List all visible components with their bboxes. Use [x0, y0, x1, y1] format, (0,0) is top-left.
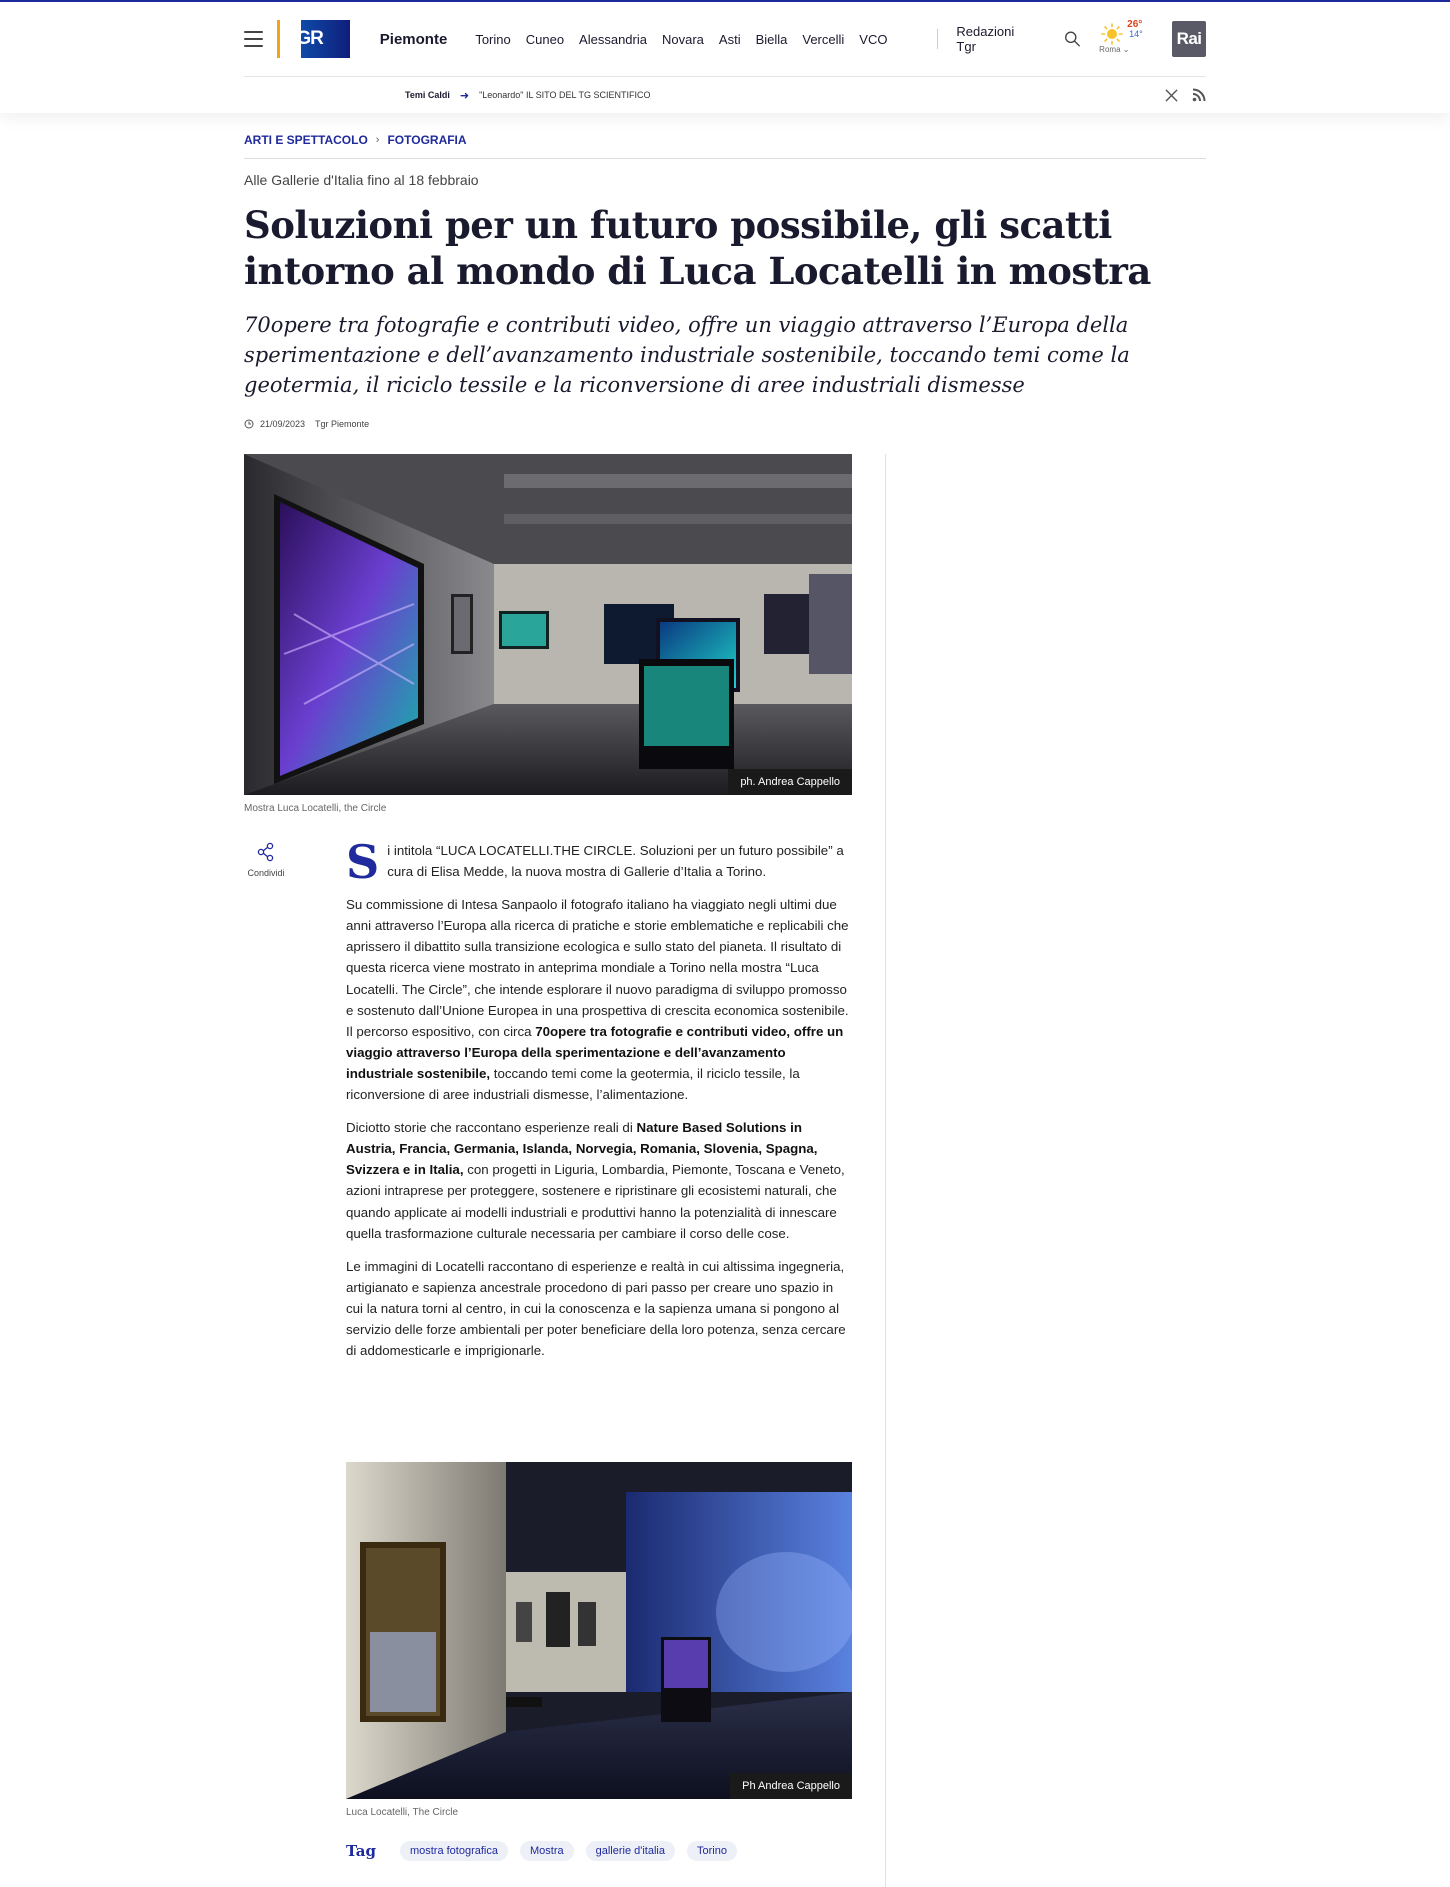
drop-cap: S	[346, 835, 380, 889]
site-header	[0, 2, 1450, 113]
article-kicker: Alle Gallerie d'Italia fino al 18 febbraio	[244, 172, 479, 188]
article-image-secondary[interactable]	[346, 1462, 852, 1799]
breadcrumb-subsection[interactable]: FOTOGRAFIA	[387, 133, 467, 147]
paragraph-3: Diciotto storie che raccontano esperienze reali di Nature Based Solutions in Austria, Francia, Germania, Islanda, Norvegia, Romania, Slovenia, Spagna, Svizzera e in Italia, con progetti in Liguria, Lombardia, Piemonte, Toscana e Veneto, azioni intraprese per proteggere, sostenere e ripristinare gli ecosistemi naturali, che quando applicate ai modelli industriali e produttivi hanno la potenzialità di innescare quella trasformazione culturale necessaria per cambiare il corso delle cose.	[346, 1120, 845, 1241]
sun-icon	[1101, 23, 1123, 45]
rss-icon[interactable]	[1192, 88, 1206, 102]
weather-widget[interactable]	[1099, 17, 1146, 61]
city-nav	[475, 32, 887, 47]
breadcrumb-section[interactable]: ARTI E SPETTACOLO	[244, 133, 368, 147]
tag-mostra-fotografica[interactable]: mostra fotografica	[400, 1841, 508, 1861]
gallery-photo	[244, 454, 852, 795]
city-link-vercelli[interactable]: Vercelli	[802, 31, 845, 47]
city-link-vco[interactable]: VCO	[859, 31, 888, 47]
tag-list	[346, 1841, 737, 1861]
image-credit-badge-2: Ph Andrea Cappello	[730, 1773, 852, 1799]
image-caption: Mostra Luca Locatelli, the Circle	[244, 803, 387, 814]
breadcrumb-divider	[244, 158, 1206, 159]
tag-mostra[interactable]: Mostra	[520, 1841, 574, 1861]
chevron-right-icon: ›	[375, 134, 380, 146]
article-body	[346, 835, 852, 1373]
image-credit-badge: ph. Andrea Cappello	[728, 769, 852, 795]
city-link-biella[interactable]: Biella	[755, 31, 788, 47]
city-link-torino[interactable]: Torino	[475, 31, 511, 47]
temp-max: 26°	[1127, 19, 1143, 30]
header-separator	[937, 29, 938, 49]
paragraph-2: Su commissione di Intesa Sanpaolo il fotografo italiano ha viaggiato negli ultimi due anni attraverso l’Europa alla ricerca di pratiche e storie emblematiche e replicabili che aprissero il dibattito sulla transizione ecologica e sullo stato del pianeta. Il risultato di questa ricerca viene mostrato in anteprima mondiale a Torino nella mostra “Luca Locatelli. The Circle”, che intende esplorare il nuovo paradigma di sviluppo promosso e sostenuto dall’Unione Europea in una prospettiva di crescita economica sostenibile. Il percorso espositivo, con circa 70opere tra fotografie e contributi video, offre un viaggio attraverso l’Europa della sperimentazione e dell’avanzamento industriale sostenibile, toccando temi come la geotermia, il riciclo tessile, la riconversione di aree industriali dismesse, l’alimentazione.	[346, 897, 849, 1103]
social-links	[1165, 88, 1206, 102]
article-source: Tgr Piemonte	[315, 419, 370, 429]
article-image-main[interactable]	[244, 454, 852, 795]
article-meta	[244, 419, 369, 429]
menu-icon[interactable]	[244, 31, 263, 47]
gallery-photo-2	[346, 1462, 852, 1799]
paragraph-1: Si intitola “LUCA LOCATELLI.THE CIRCLE. Soluzioni per un futuro possibile” a cura di Elisa Medde, la nuova mostra di Gallerie d’Italia a Torino.	[346, 835, 844, 889]
city-link-cuneo[interactable]: Cuneo	[525, 31, 565, 47]
article-date: 21/09/2023	[260, 419, 306, 429]
city-link-asti[interactable]: Asti	[718, 31, 741, 47]
x-twitter-icon[interactable]	[1165, 89, 1178, 102]
search-icon[interactable]	[1064, 30, 1081, 48]
article-subtitle: 70opere tra fotografie e contributi video, offre un viaggio attraverso l’Europa della sperimentazione e dell’avanzamento industriale sostenibile, toccando temi come la geotermia, il riciclo tessile e la riconversione di aree industriali dismesse	[244, 313, 1130, 397]
chevron-down-icon: ⌄	[1122, 45, 1130, 54]
image-caption-2: Luca Locatelli, The Circle	[346, 1807, 459, 1818]
tag-torino[interactable]: Torino	[687, 1841, 737, 1861]
article-title: Soluzioni per un futuro possibile, gli scatti intorno al mondo di Luca Locatelli in mostra	[244, 203, 1151, 293]
hot-topics-bar	[244, 77, 1206, 113]
arrow-right-icon: ➜	[459, 89, 470, 102]
breadcrumb	[244, 133, 467, 147]
hot-topics-label: Temi Caldi	[405, 90, 450, 100]
hot-topic-link[interactable]: "Leonardo" IL SITO DEL TG SCIENTIFICO	[479, 90, 651, 100]
region-title[interactable]: Piemonte	[379, 30, 448, 48]
weather-city: Roma ⌄	[1099, 45, 1130, 54]
city-link-novara[interactable]: Novara	[661, 31, 704, 47]
sidebar-divider	[885, 454, 886, 1887]
share-icon	[257, 842, 275, 862]
clock-icon	[244, 419, 254, 429]
header-main-row	[244, 2, 1206, 76]
rai-logo[interactable]: Rai	[1172, 21, 1206, 57]
tag-gallerie-ditalia[interactable]: gallerie d'italia	[586, 1841, 675, 1861]
redazioni-link[interactable]: Redazioni Tgr	[956, 24, 1015, 54]
paragraph-4: Le immagini di Locatelli raccontano di esperienze e realtà in cui altissima ingegneria, artigianato e sapienza ancestrale procedono di pari passo per creare uno spazio in cui la natura torni al centro, in cui la conoscenza e la sapienza umana si pongono al servizio delle forze ambientali per poter beneficiare della loro potenza, senza cercare di addomesticarle e imprigionarle.	[346, 1258, 846, 1359]
tag-label: Tag	[346, 1842, 376, 1860]
share-label: Condividi	[247, 868, 285, 878]
temp-min: 14°	[1129, 29, 1143, 39]
city-link-alessandria[interactable]: Alessandria	[579, 31, 647, 47]
share-button[interactable]	[244, 842, 288, 878]
tgr-logo[interactable]: TGR	[277, 20, 350, 58]
